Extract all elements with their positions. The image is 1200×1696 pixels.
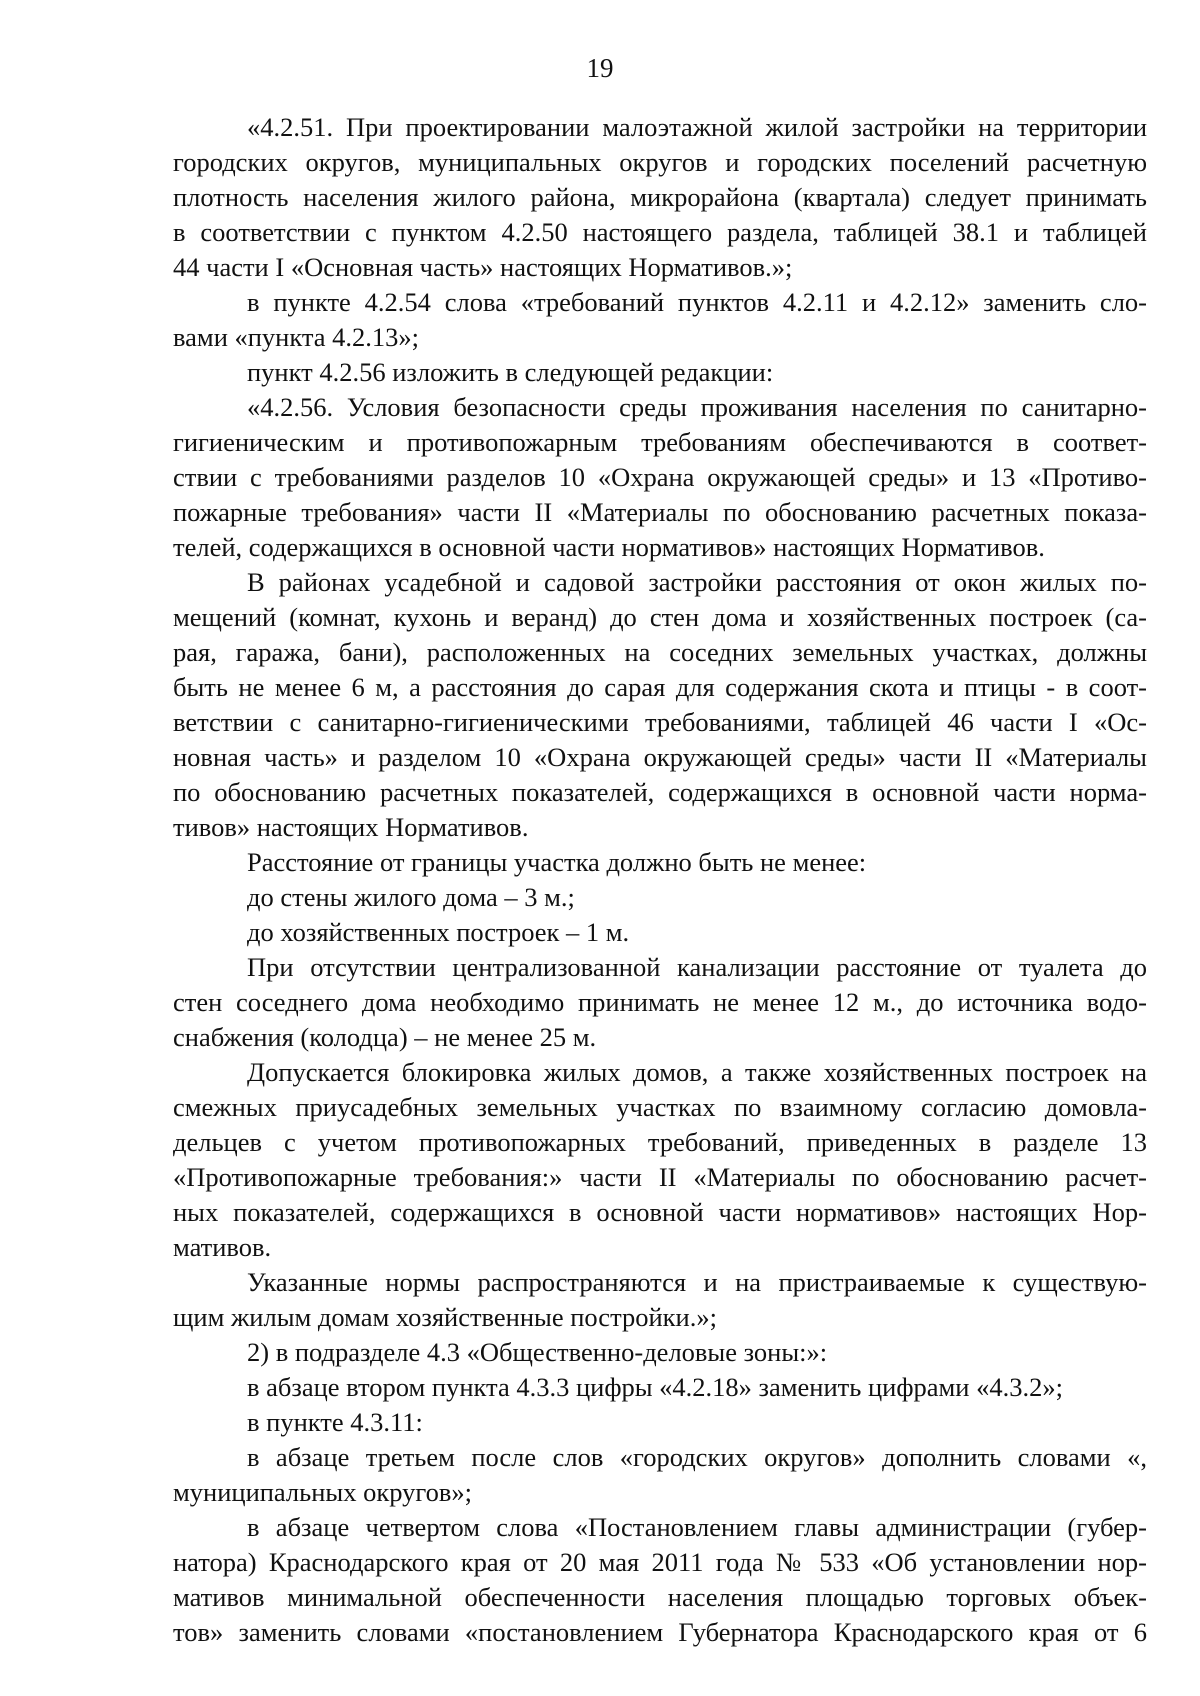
text-line: ных показателей, содержащихся в основной части нормативов» настоящих Нор-: [173, 1197, 1147, 1227]
page-number: 19: [586, 53, 614, 83]
text-line: Расстояние от границы участка должно быть не менее:: [247, 847, 867, 877]
text-line: городских округов, муниципальных округов и городских поселений расчетную: [173, 147, 1147, 177]
text-line: натора) Краснодарского края от 20 мая 2011 года № 533 «Об установлении нор-: [173, 1547, 1147, 1577]
text-line: ствии с требованиями разделов 10 «Охрана окружающей среды» и 13 «Противо-: [173, 462, 1147, 492]
text-line: ветствии с санитарно-гигиеническими требованиями, таблицей 46 части I «Ос-: [173, 707, 1147, 737]
text-line: в пункте 4.2.54 слова «требований пунктов 4.2.11 и 4.2.12» заменить сло-: [247, 287, 1147, 317]
text-line: быть не менее 6 м, а расстояния до сарая для содержания скота и птицы - в соот-: [173, 672, 1147, 702]
text-line: мещений (комнат, кухонь и веранд) до стен дома и хозяйственных построек (са-: [173, 602, 1147, 632]
text-line: смежных приусадебных земельных участках по взаимному согласию домовла-: [173, 1092, 1147, 1122]
text-line: новная часть» и разделом 10 «Охрана окружающей среды» части II «Материалы: [173, 742, 1147, 772]
text-line: тов» заменить словами «постановлением Губернатора Краснодарского края от 6: [173, 1617, 1147, 1647]
text-line: рая, гаража, бани), расположенных на соседних земельных участках, должны: [173, 637, 1147, 667]
text-line: телей, содержащихся в основной части нормативов» настоящих Нормативов.: [173, 532, 1045, 562]
text-line: до хозяйственных построек – 1 м.: [247, 917, 630, 947]
text-line: щим жилым домам хозяйственные постройки.»;: [173, 1302, 717, 1332]
text-line: пожарные требования» части II «Материалы по обоснованию расчетных показа-: [173, 497, 1147, 527]
text-line: Допускается блокировка жилых домов, а также хозяйственных построек на: [247, 1057, 1147, 1087]
text-line: гигиеническим и противопожарным требованиям обеспечиваются в соответ-: [173, 427, 1147, 457]
text-line: муниципальных округов»;: [173, 1477, 472, 1507]
text-line: Указанные нормы распространяются и на пристраиваемые к существую-: [247, 1267, 1147, 1297]
text-line: мативов.: [173, 1232, 272, 1262]
document-body: [173, 110, 1147, 1650]
text-line: в соответствии с пунктом 4.2.50 настоящего раздела, таблицей 38.1 и таблицей: [173, 217, 1147, 247]
text-line: «4.2.51. При проектировании малоэтажной жилой застройки на территории: [247, 112, 1147, 142]
text-line: При отсутствии централизованной канализации расстояние от туалета до: [247, 952, 1147, 982]
text-line: вами «пункта 4.2.13»;: [173, 322, 420, 352]
text-line: 2) в подразделе 4.3 «Общественно-деловые зоны:»:: [247, 1337, 828, 1367]
text-line: в абзаце втором пункта 4.3.3 цифры «4.2.18» заменить цифрами «4.3.2»;: [247, 1372, 1063, 1402]
text-line: В районах усадебной и садовой застройки расстояния от окон жилых по-: [247, 567, 1147, 597]
text-line: по обоснованию расчетных показателей, содержащихся в основной части норма-: [173, 777, 1147, 807]
text-line: мативов минимальной обеспеченности населения площадью торговых объек-: [173, 1582, 1147, 1612]
text-line: 44 части I «Основная часть» настоящих Нормативов.»;: [173, 252, 793, 282]
text-line: дельцев с учетом противопожарных требований, приведенных в разделе 13: [173, 1127, 1147, 1157]
text-line: плотность населения жилого района, микрорайона (квартала) следует принимать: [173, 182, 1147, 212]
text-line: «Противопожарные требования:» части II «Материалы по обоснованию расчет-: [173, 1162, 1147, 1192]
text-line: в пункте 4.3.11:: [247, 1407, 423, 1437]
text-line: в абзаце четвертом слова «Постановлением главы администрации (губер-: [247, 1512, 1147, 1542]
text-line: тивов» настоящих Нормативов.: [173, 812, 529, 842]
text-line: до стены жилого дома – 3 м.;: [247, 882, 575, 912]
text-line: «4.2.56. Условия безопасности среды проживания населения по санитарно-: [247, 392, 1147, 422]
text-line: стен соседнего дома необходимо принимать не менее 12 м., до источника водо-: [173, 987, 1147, 1017]
text-line: снабжения (колодца) – не менее 25 м.: [173, 1022, 597, 1052]
text-line: в абзаце третьем после слов «городских округов» дополнить словами «,: [247, 1442, 1147, 1472]
text-line: пункт 4.2.56 изложить в следующей редакции:: [247, 357, 774, 387]
